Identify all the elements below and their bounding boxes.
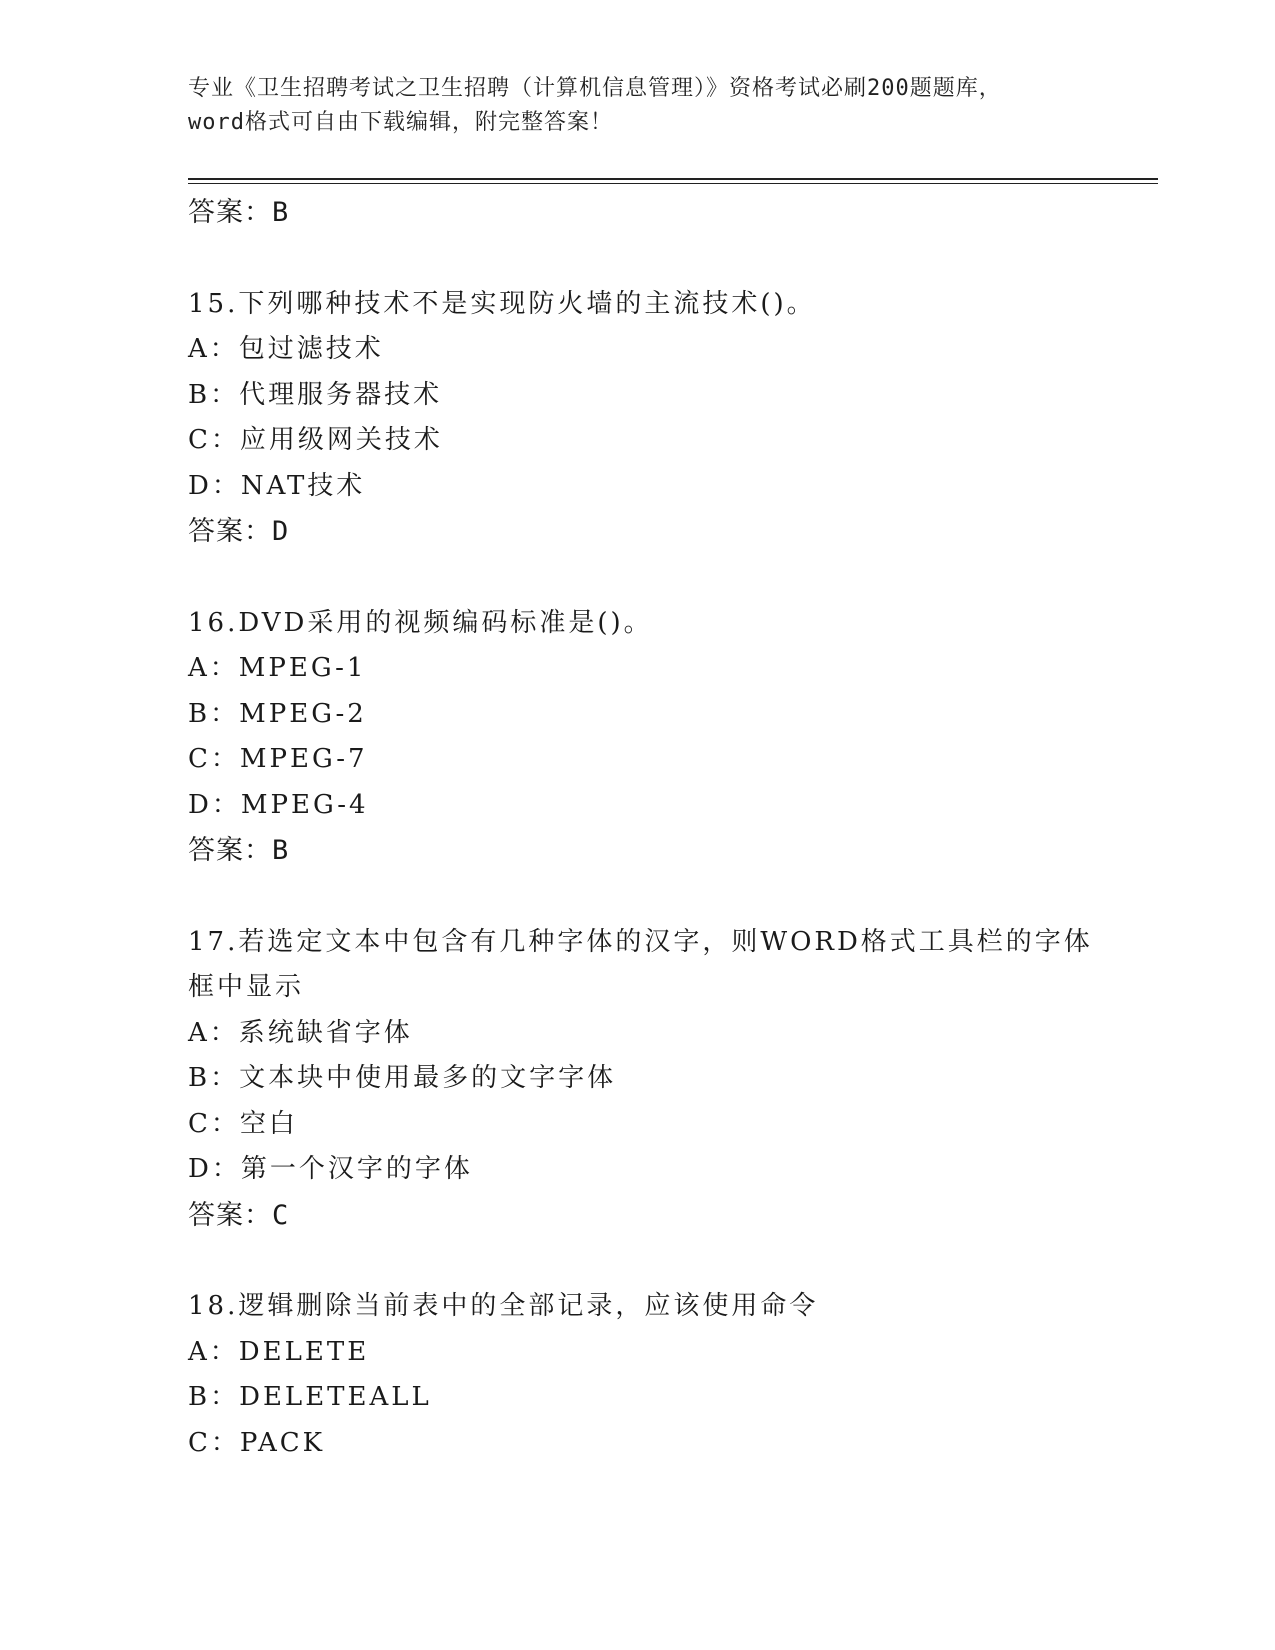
option-c: C：MPEG-7: [188, 744, 368, 774]
option-a: A：包过滤技术: [188, 334, 384, 364]
question-stem: 17.若选定文本中包含有几种字体的汉字，则WORD格式工具栏的字体: [188, 926, 1093, 957]
question-16: [188, 601, 1128, 874]
option-b: B：MPEG-2: [188, 698, 367, 729]
question-stem: 18.逻辑删除当前表中的全部记录，应该使用命令: [188, 1291, 819, 1321]
option-a: A：DELETE: [188, 1336, 370, 1367]
option-a: A：系统缺省字体: [188, 1017, 413, 1048]
document-header: [188, 72, 1088, 140]
option-b: B：文本块中使用最多的文字字体: [188, 1063, 617, 1093]
question-18: [188, 1284, 1128, 1466]
option-b: B：DELETEALL: [188, 1382, 432, 1412]
option-c: C：PACK: [188, 1427, 326, 1458]
option-c: C：应用级网关技术: [188, 425, 443, 455]
question-stem: 16.DVD采用的视频编码标准是()。: [188, 607, 653, 638]
spacer: [188, 555, 1128, 601]
option-a: A：MPEG-1: [188, 653, 367, 683]
header-divider: [188, 178, 1158, 180]
option-d: D：MPEG-4: [188, 789, 369, 820]
question-stem: 15.下列哪种技术不是实现防火墙的主流技术()。: [188, 288, 816, 319]
option-d: D：NAT技术: [188, 470, 366, 501]
option-d: D：第一个汉字的字体: [188, 1154, 473, 1184]
question-17: [188, 920, 1128, 1239]
answer: 答案：C: [188, 1199, 290, 1231]
answer: 答案：D: [188, 516, 290, 547]
previous-answer: 答案：B: [188, 197, 290, 228]
option-c: C：空白: [188, 1108, 298, 1139]
question-list: [188, 190, 1128, 1466]
spacer: [188, 1238, 1128, 1284]
answer: 答案：B: [188, 835, 290, 866]
header-divider-thin: [188, 183, 1158, 184]
question-stem-continued: 框中显示: [188, 972, 305, 1002]
option-b: B：代理服务器技术: [188, 379, 443, 410]
header-line-1: 专业《卫生招聘考试之卫生招聘（计算机信息管理）》资格考试必刷200题题库，: [188, 76, 1002, 101]
spacer: [188, 874, 1128, 920]
header-line-2: word格式可自由下载编辑，附完整答案！: [188, 110, 613, 135]
spacer: [188, 236, 1128, 282]
question-15: [188, 282, 1128, 555]
